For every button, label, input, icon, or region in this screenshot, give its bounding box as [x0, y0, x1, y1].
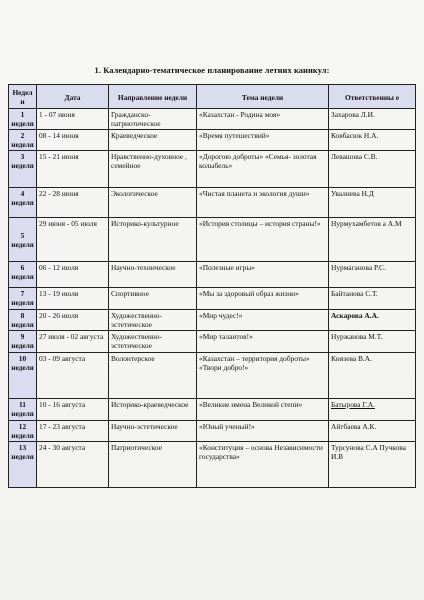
table-row [9, 130, 416, 151]
responsible-cell: Батырова Г.А. [329, 399, 416, 421]
responsible-cell: Левашова С.В. [329, 151, 416, 188]
theme-cell: «Мы за здоровый образ жизни» [197, 288, 329, 310]
header-responsible: Ответственны е [329, 85, 416, 109]
responsible-cell: Захарова Л.И. [329, 109, 416, 130]
table-row [9, 353, 416, 399]
direction-cell: Историко-краеведческое [109, 399, 197, 421]
theme-cell: «Юный ученый!» [197, 421, 329, 442]
week-cell: 12 неделя [9, 421, 37, 442]
date-cell: 13 - 19 июля [37, 288, 109, 310]
week-cell: 1 неделя [9, 109, 37, 130]
week-cell: 10 неделя [9, 353, 37, 399]
date-cell: 10 - 16 августа [37, 399, 109, 421]
theme-cell: «Мир талантов!» [197, 331, 329, 353]
week-cell: 7 неделя [9, 288, 37, 310]
direction-cell: Краеведческое [109, 130, 197, 151]
theme-cell: «Конституция – основа Независимости государства» [197, 442, 329, 488]
responsible-cell: Увалиева Н.Д [329, 188, 416, 218]
table-row [9, 331, 416, 353]
theme-cell: «История столицы – история страны!» [197, 218, 329, 262]
table-row [9, 288, 416, 310]
direction-cell: Спортивное [109, 288, 197, 310]
direction-cell: Гражданско-патриотическое [109, 109, 197, 130]
direction-cell: Научно-эстетическое [109, 421, 197, 442]
table-row [9, 442, 416, 488]
date-cell: 15 - 21 июня [37, 151, 109, 188]
table-row [9, 310, 416, 331]
table-row [9, 262, 416, 288]
theme-cell: «Дорогою доброты» «Семья- золотая колыбель» [197, 151, 329, 188]
table-row [9, 218, 416, 262]
table-row [9, 151, 416, 188]
responsible-cell: Аскарова А.А. [329, 310, 416, 331]
date-cell: 24 - 30 августа [37, 442, 109, 488]
direction-cell: Художественно-эстетическое [109, 331, 197, 353]
date-cell: 17 - 23 августа [37, 421, 109, 442]
responsible-cell: Байтанова С.Т. [329, 288, 416, 310]
direction-cell: Экологическое [109, 188, 197, 218]
week-cell: 5 неделя [9, 218, 37, 262]
week-cell: 9 неделя [9, 331, 37, 353]
theme-cell: «Казахстан – территория доброты» «Твори добро!» [197, 353, 329, 399]
direction-cell: Научно-техническое [109, 262, 197, 288]
theme-cell: «Чистая планета и экология души» [197, 188, 329, 218]
date-cell: 20 - 26 июля [37, 310, 109, 331]
header-week: Недел и [9, 85, 37, 109]
date-cell: 06 - 12 июля [37, 262, 109, 288]
week-cell: 4 неделя [9, 188, 37, 218]
direction-cell: Патриотическое [109, 442, 197, 488]
theme-cell: «Казахстан - Родина моя» [197, 109, 329, 130]
week-cell: 3 неделя [9, 151, 37, 188]
planning-table [8, 84, 416, 488]
header-direction: Направление недели [109, 85, 197, 109]
direction-cell: Историко-культурное [109, 218, 197, 262]
header-date: Дата [37, 85, 109, 109]
responsible-cell: Турсунова С.А Пучкова И.В [329, 442, 416, 488]
theme-cell: «Время путешествий» [197, 130, 329, 151]
table-header-row [9, 85, 416, 109]
date-cell: 22 - 28 июня [37, 188, 109, 218]
date-cell: 27 июля - 02 августа [37, 331, 109, 353]
date-cell: 08 - 14 июня [37, 130, 109, 151]
theme-cell: «Великие имена Великой степи» [197, 399, 329, 421]
responsible-cell: Нурмаганова Р.С. [329, 262, 416, 288]
table-row [9, 399, 416, 421]
week-cell: 6 неделя [9, 262, 37, 288]
week-cell: 2 неделя [9, 130, 37, 151]
responsible-cell: Князева В.А. [329, 353, 416, 399]
responsible-cell: Ковбасюк Н.А. [329, 130, 416, 151]
direction-cell: Волонтерское [109, 353, 197, 399]
header-theme: Тема недели [197, 85, 329, 109]
responsible-cell: Нуржанова М.Т. [329, 331, 416, 353]
week-cell: 8 неделя [9, 310, 37, 331]
theme-cell: «Полезные игры» [197, 262, 329, 288]
responsible-cell: Айтбаева А.К. [329, 421, 416, 442]
direction-cell: Нравственно-духовное , семейное [109, 151, 197, 188]
week-cell: 13 неделя [9, 442, 37, 488]
responsible-cell: Нурмухамбетов а А.М [329, 218, 416, 262]
date-cell: 03 - 09 августа [37, 353, 109, 399]
direction-cell: Художественно-эстетическое [109, 310, 197, 331]
table-row [9, 188, 416, 218]
week-cell: 11 неделя [9, 399, 37, 421]
date-cell: 29 июня - 05 июля [37, 218, 109, 262]
document-title: 1. Календарно-тематическое планирование летних каникул: [94, 66, 330, 75]
theme-cell: «Мир чудес!» [197, 310, 329, 331]
date-cell: 1 - 07 июня [37, 109, 109, 130]
table-row [9, 421, 416, 442]
table-row [9, 109, 416, 130]
